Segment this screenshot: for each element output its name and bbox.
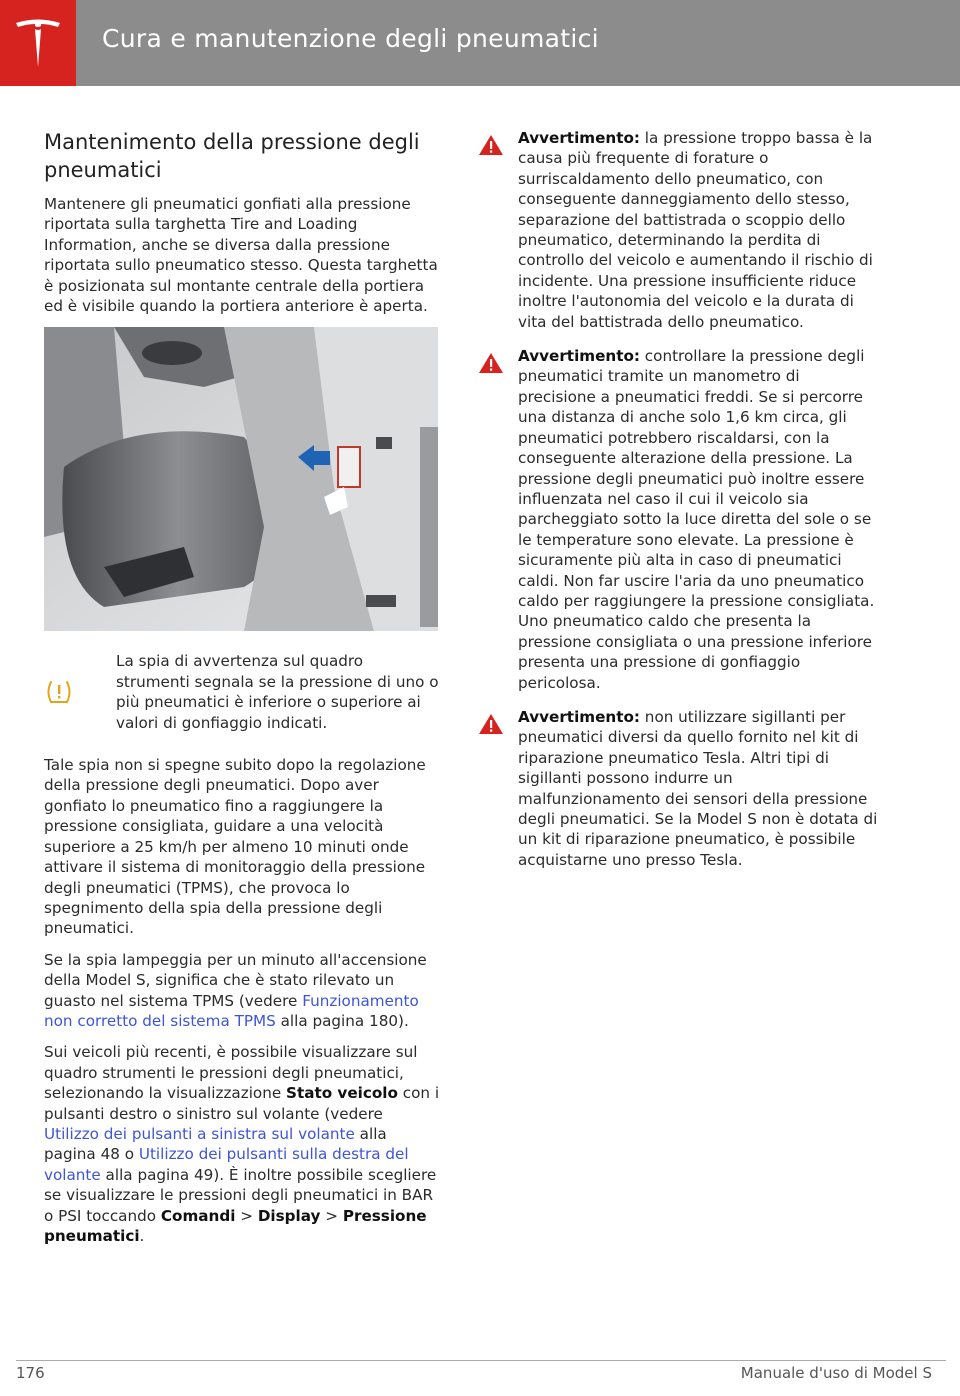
door-pillar-label-photo [44,327,438,631]
text-run: alla pagina 49). È inoltre possibile scegliere se visualizzare le pressioni degli pneumatici in BAR o PSI toccando [44,1165,437,1225]
warning-block [478,128,878,332]
text-run: Sui veicoli più recenti, è possibile visualizzare sul quadro strumenti le pressioni degli pneumatici, selezionando la visualizzazione [44,1043,418,1103]
warning-label: Avvertimento: [518,347,640,366]
warning-block [478,707,878,870]
page-number: 176 [16,1364,45,1382]
tesla-logo-icon [14,17,62,69]
paragraph-reset: Tale spia non si spegne subito dopo la regolazione della pressione degli pneumatici. Dopo aver gonfiato lo pneumatico fino a raggiungere la pressione consigliata, guidare a una velocità superiore a 25 km/h per almeno 10 minuti onde attivare il sistema di monitoraggio della pressione degli pneumatici (TPMS), che provoca lo spegnimento della spia della pressione degli pneumatici. [44,756,426,938]
warning-label: Avvertimento: [518,707,640,726]
header-bar [0,0,960,86]
warning-body: non utilizzare sigillanti per pneumatici diversi da quello fornito nel kit di riparazione pneumatico Tesla. Altri tipi di sigillanti possono indurre un malfunzionamento dei sensori della pressione degli pneumatici. Se la Model S non è dotata di un kit di riparazione pneumatico, è possibile acquistarne uno presso Tesla. [518,707,878,869]
warning-label: Avvertimento: [518,129,640,147]
warning-triangle-icon [478,128,518,332]
text-run: . [139,1227,145,1245]
section-heading: Mantenimento della pressione degli pneumatici [44,130,420,182]
page-title: Cura e manutenzione degli pneumatici [102,24,599,53]
text-run: con i pulsanti destro o sinistro sul volante (vedere [44,1084,440,1123]
left-column [44,128,440,1257]
warning-text [518,707,878,870]
term-display: Display [257,1206,321,1225]
paragraph-flash-page: alla pagina 180). [275,1011,409,1030]
link-left-wheel-buttons[interactable]: Utilizzo dei pulsanti a sinistra sul volante [44,1124,355,1143]
paragraph-flash [44,950,440,1032]
indicator-note [44,651,440,733]
link-right-wheel-buttons[interactable]: Utilizzo dei pulsanti sulla destra del volante [44,1145,409,1184]
indicator-note-text: La spia di avvertenza sul quadro strumenti segnala se la pressione di uno o più pneumatici è inferiore o superiore ai valori di gonfiaggio indicati. [116,652,439,732]
intro-paragraph: Mantenere gli pneumatici gonfiati alla pressione riportata sulla targhetta Tire and Loading Information, anche se diversa dalla pressione riportata sullo pneumatico stesso. Questa targhetta è posizionata sul montante centrale della portiera ed è visibile quando la portiera anteriore è aperta. [44,195,438,316]
seat-illustration [44,327,438,631]
warning-body: la pressione troppo bassa è la causa più frequente di forature o surriscaldamento dello pneumatico, con conseguente danneggiamento dello stesso, separazione del battistrada o scoppio dello pneumatico, determinando la perdita di controllo del veicolo e aumentando il rischio di incidente. Una pressione insufficiente riduce inoltre l'autonomia del veicolo e la durata di vita del battistrada dello pneumatico. [518,129,873,331]
tesla-logo [0,0,76,86]
term-comandi: Comandi [160,1206,236,1225]
text-run: alla pagina 48 o [44,1124,387,1164]
link-tpms-malfunction[interactable]: Funzionamento non corretto del sistema TPMS [44,991,419,1030]
warning-text [518,128,878,332]
warning-text [518,346,878,693]
text-run: > [320,1206,343,1225]
paragraph-flash-text: Se la spia lampeggia per un minuto all'accensione della Model S, significa che è stato rilevato un guasto nel sistema TPMS (vedere [44,950,427,1010]
manual-name: Manuale d'uso di Model S [740,1364,932,1382]
term-pressione-pneumatici: Pressione pneumatici [44,1206,427,1245]
right-column [478,128,878,884]
term-stato-veicolo: Stato veicolo [286,1084,398,1103]
tire-pressure-warning-icon [44,651,116,709]
warning-triangle-icon [478,707,518,870]
text-run: > [235,1206,258,1225]
warning-block [478,346,878,693]
warning-body: controllare la pressione degli pneumatici tramite un manometro di precisione a pneumatici freddi. Se si percorre una distanza di anche solo 1,6 km circa, gli pneumatici potrebbero riscaldarsi, con la conseguente alterazione della pressione. La pressione degli pneumatici può inoltre essere influenzata nel caso il cui il veicolo sia parcheggiato sotto la luce diretta del sole o se le temperature sono elevate. La pressione è sicuramente più alta in caso di pneumatici caldi. Non far uscire l'aria da uno pneumatico caldo per raggiungere la pressione consigliata. Uno pneumatico caldo che presenta la pressione consigliata o una pressione inferiore presenta una pressione di gonfiaggio pericolosa. [518,347,875,692]
footer-divider [16,1360,946,1361]
warning-triangle-icon [478,346,518,693]
paragraph-display [44,1042,440,1246]
